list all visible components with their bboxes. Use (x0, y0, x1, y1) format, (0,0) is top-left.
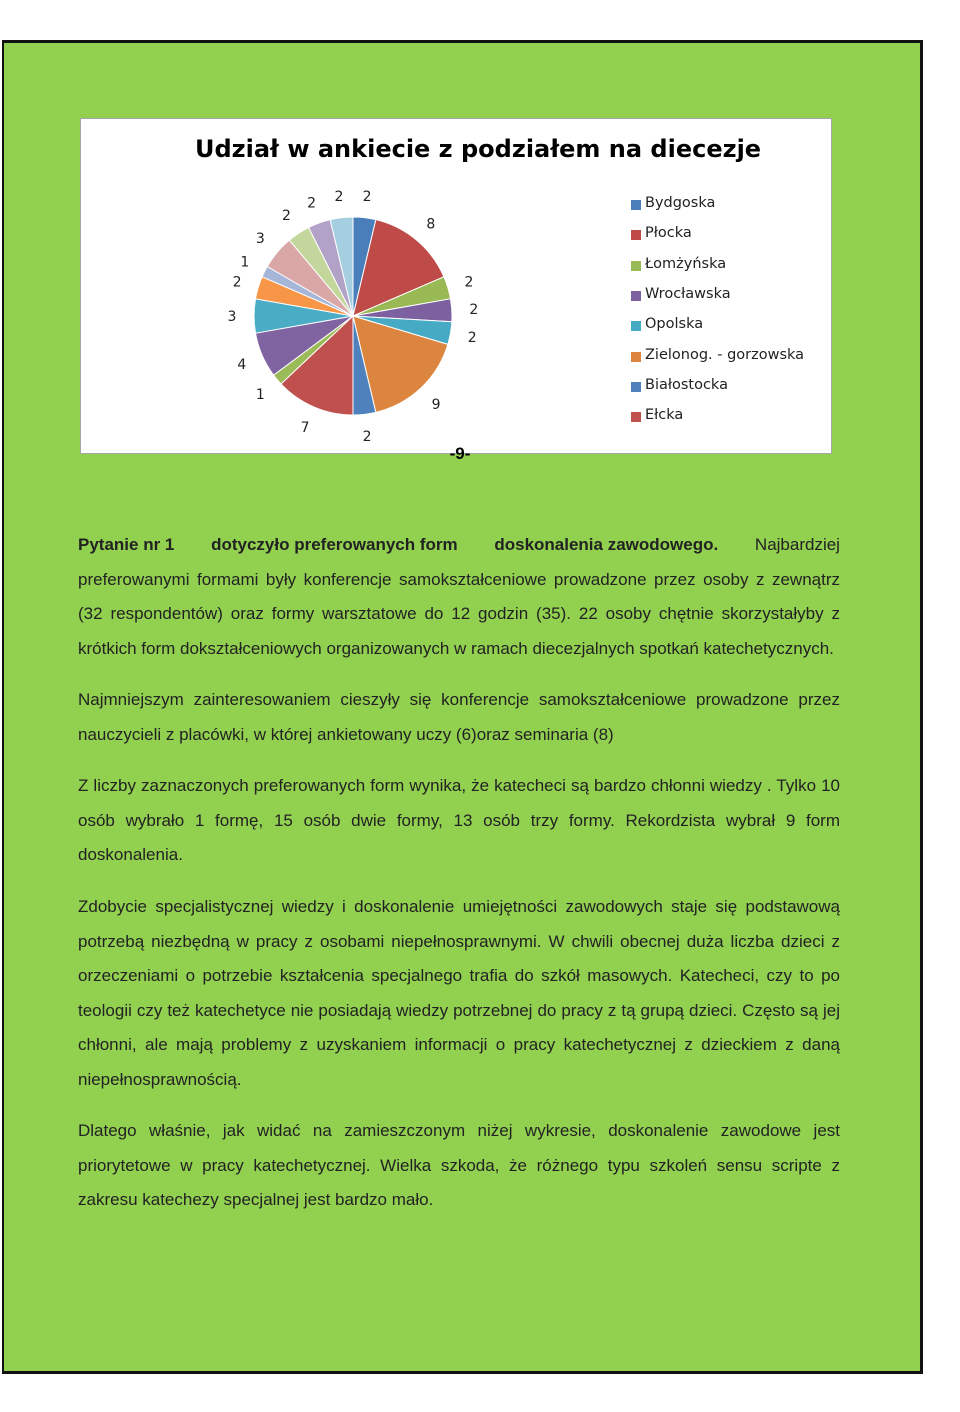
paragraph-1 (78, 528, 840, 666)
legend-label: Opolska (645, 316, 704, 333)
pie-data-label: 2 (362, 429, 372, 446)
legend-label: Bydgoska (645, 195, 716, 211)
question-label: Pytanie nr 1 (78, 535, 175, 554)
legend-label: Płocka (645, 225, 692, 242)
pie-data-label: 2 (362, 188, 372, 205)
legend-label: Ełcka (645, 407, 684, 424)
chart-title: Udział w ankiecie z podziałem na diecezje (195, 135, 762, 163)
paragraph-5-text: Dlatego właśnie, jak widać na zamieszczonym niżej wykresie, doskonalenie zawodowe jest priorytetowe w pracy katechetycznej. Wielka szkoda, że różnego typu szkoleń sensu scripte z zakresu katechezy specjalnej jest bardzo mało. (78, 1121, 840, 1210)
pie-chart (80, 118, 832, 454)
paragraph-3 (78, 769, 840, 873)
pie-data-label: 2 (282, 207, 291, 224)
legend-swatch (631, 352, 641, 362)
legend-swatch (631, 382, 641, 392)
legend-swatch (631, 412, 641, 422)
pie-data-label: 8 (426, 216, 436, 233)
question-topic-end: doskonalenia zawodowego (494, 535, 714, 554)
legend-label: Wrocławska (645, 285, 731, 302)
pie-data-label: 4 (237, 356, 247, 373)
pie-data-label: 9 (431, 397, 441, 414)
pie-data-label: 2 (334, 188, 344, 205)
pie-data-label: 1 (255, 386, 265, 403)
pie-data-label: 3 (255, 231, 265, 248)
paragraph-2 (78, 683, 840, 752)
legend-swatch (631, 321, 641, 331)
paragraph-4-text: Zdobycie specjalistycznej wiedzy i doskonalenie umiejętności zawodowych staje się podstawową potrzebą niezbędną w pracy z osobami niepełnosprawnymi. W chwili obecnej duża liczba dzieci z orzeczeniami o potrzebie kształcenia specjalnego trafia do szkół masowych. Katecheci, czy to po teologii czy też katechetyce nie posiadają wiedzy potrzebnej do pracy z tą grupą dzieci. Często są jej chłonni, ale mają problemy z uzyskaniem informacji o pracy katechetycznej z dzieckiem z daną niepełnosprawnością. (78, 897, 840, 1089)
paragraph-1-body: preferowanymi formami były konferencje samokształceniowe prowadzone przez osoby z zewnątrz (32 respondentów) oraz formy warsztatowe do 12 godzin (35). 22 osoby chętnie skorzystałyby z krótkich form dokształceniowych organizowanych w ramach diecezjalnych spotkań katechetycznych. (78, 569, 840, 658)
paragraph-1-first-line (78, 528, 840, 563)
sentence-dot: . (713, 535, 719, 554)
pie-data-label: 2 (469, 301, 479, 318)
paragraph-3-text: Z liczby zaznaczonych preferowanych form wynika, że katecheci są bardzo chłonni wiedzy . Tylko 10 osób wybrało 1 formę, 15 osób dwie formy, 13 osób trzy formy. Rekordzista wybrał 9 form doskonalenia. (78, 776, 840, 865)
pie-data-label: 1 (240, 254, 250, 271)
pie-data-label: 2 (232, 274, 242, 291)
legend-swatch (631, 291, 641, 301)
pie-data-label: 2 (464, 274, 474, 291)
pie-data-label: 2 (467, 330, 477, 347)
legend-swatch (631, 230, 641, 240)
legend-swatch (631, 200, 641, 210)
pie-data-label: 3 (227, 309, 237, 325)
legend-label: Zielonog. - gorzowska (645, 346, 805, 363)
legend-label: Białostocka (645, 376, 728, 393)
legend-swatch (631, 261, 641, 271)
page-number: -9- (449, 444, 471, 463)
question-topic: dotyczyło preferowanych form (211, 535, 458, 554)
paragraph-1-first-word: Najbardziej (754, 535, 840, 554)
paragraph-5 (78, 1114, 840, 1218)
paragraph-2-text: Najmniejszym zainteresowaniem cieszyły się konferencje samokształceniowe prowadzone przez nauczycieli z placówki, w której ankietowany uczy (6)oraz seminaria (8) (78, 690, 840, 744)
pie-data-label: 7 (300, 420, 310, 437)
legend-label: Łomżyńska (645, 255, 727, 272)
pie-data-label: 2 (307, 195, 317, 212)
paragraph-4 (78, 890, 840, 1098)
